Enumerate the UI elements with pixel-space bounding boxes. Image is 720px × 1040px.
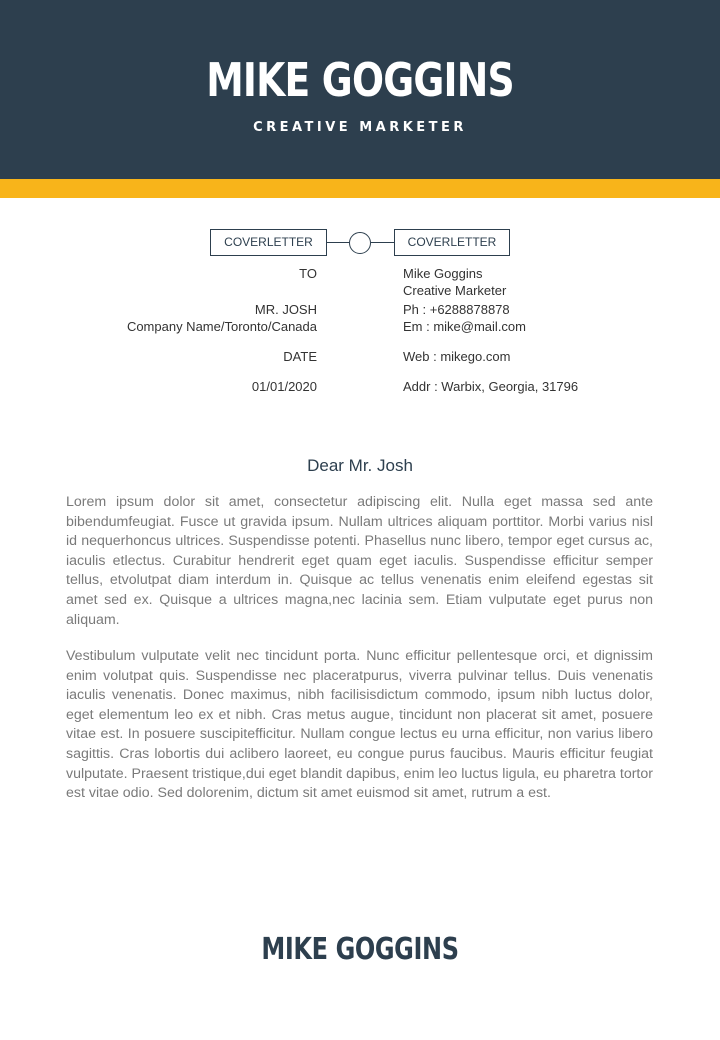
sender-role: Creative Marketer (403, 283, 507, 298)
date-label: DATE (283, 349, 317, 364)
letter-paragraph-1: Lorem ipsum dolor sit amet, consectetur adipiscing elit. Nulla eget massa sed ante bibendumfeugiat. Fusce ut gravida ipsum. Nullam ultrices aliquam porttitor. Morbi varius nisl id nequerhoncus ultrices. Suspendisse potenti. Phasellus nunc libero, tempor eget cursus ac, iaculis etlectus. Curabitur hendrerit eget quam eget iaculis. Suspendisse efficitur semper tellus, etvolutpat diam interdum in. Quisque ac tellus venenatis enim eleifend egestas sit amet sed ex. Quisque a ultrices magna,nec lacinia sem. Etiam vulputate eget purus non aliquam. (66, 494, 653, 628)
sender-address: Addr : Warbix, Georgia, 31796 (403, 379, 579, 394)
letter-paragraph-2: Vestibulum vulputate velit nec tincidunt porta. Nunc efficitur pellentesque orci, et dignissim enim volutpat quis. Suspendisse nec placeratpurus, viverra pulvinar tellus. Duis venenatis iaculis venenatis. Donec maximus, nibh facilisisdictum commodo, ipsum nibh luctus dolor, eget elementum leo ex et nibh. Cras metus augue, tincidunt non placerat sit amet, posuere vitae est. In posuere suscipitefficitur. Nullam congue lectus eu urna efficitur, non varius libero sagittis. Cras lobortis dui aclibero laoreet, eu congue purus faucibus. Mauris efficitur feugiat vulputate. Praesent tristique,dui eget blandit dapibus, enim leo luctus ligula, eu pharetra tortor est vitae odio. Sed dolorenim, dictum sit amet euismod sit amet, rutrum a est. (66, 648, 653, 802)
sender-web: Web : mikego.com (403, 349, 511, 364)
footer-signature-name: MIKE GOGGINS (261, 932, 459, 967)
connector-circle (349, 232, 371, 254)
recipient-company: Company Name/Toronto/Canada (126, 319, 317, 334)
header-banner (0, 0, 720, 179)
recipient-to-label: TO (299, 266, 317, 281)
applicant-name: MIKE GOGGINS (206, 53, 514, 107)
coverletter-tag-right: COVERLETTER (394, 229, 510, 256)
accent-stripe (0, 179, 720, 198)
sender-email: Em : mike@mail.com (403, 319, 526, 334)
connector-line-left (327, 242, 349, 243)
sender-phone: Ph : +6288878878 (403, 302, 510, 317)
letter-date: 01/01/2020 (251, 379, 317, 394)
sender-name: Mike Goggins (403, 266, 483, 281)
applicant-title: CREATIVE MARKETER (253, 120, 467, 135)
recipient-name: MR. JOSH (254, 302, 317, 317)
letter-greeting: Dear Mr. Josh (307, 456, 413, 475)
connector-line-right (371, 242, 394, 243)
coverletter-tag-left: COVERLETTER (210, 229, 327, 256)
